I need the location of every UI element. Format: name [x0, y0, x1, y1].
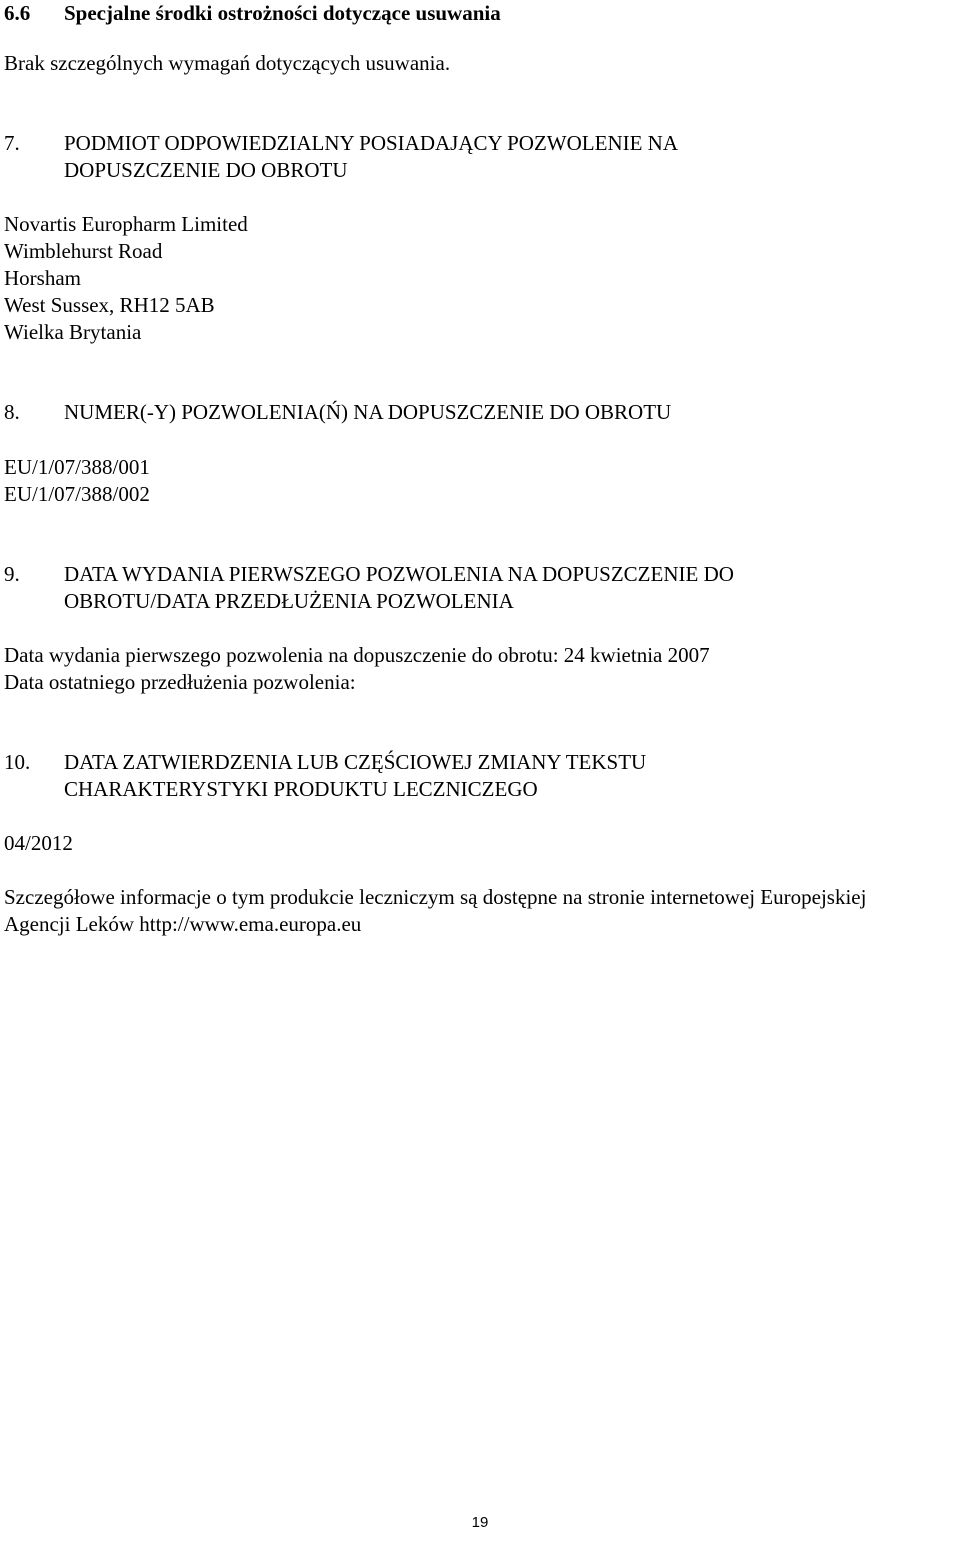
- last-renewal-date: Data ostatniego przedłużenia pozwolenia:: [4, 670, 356, 694]
- address-line: Novartis Europharm Limited: [4, 212, 248, 236]
- section-7-heading-cont: DOPUSZCZENIE DO OBROTU: [64, 158, 348, 182]
- section-number: 9.: [4, 562, 20, 586]
- section-number: 10.: [4, 750, 31, 774]
- address-line: West Sussex, RH12 5AB: [4, 293, 215, 317]
- section-6-6-heading: [4, 0, 501, 27]
- section-7-heading: [4, 130, 679, 157]
- section-9-heading: [4, 561, 734, 588]
- address-line: Wielka Brytania: [4, 320, 142, 344]
- section-title: NUMER(-Y) POZWOLENIA(Ń) NA DOPUSZCZENIE DO OBROTU: [64, 400, 672, 424]
- section-number: 7.: [4, 131, 20, 155]
- section-9-heading-cont: OBROTU/DATA PRZEDŁUŻENIA POZWOLENIA: [64, 589, 514, 613]
- section-10-heading-cont: CHARAKTERYSTYKI PRODUKTU LECZNICZEGO: [64, 777, 538, 801]
- first-authorisation-date: Data wydania pierwszego pozwolenia na dopuszczenie do obrotu: 24 kwietnia 2007: [4, 643, 710, 667]
- authorisation-number: EU/1/07/388/002: [4, 482, 150, 506]
- address-line: Wimblehurst Road: [4, 239, 163, 263]
- section-number: 6.6: [4, 1, 31, 25]
- authorisation-number: EU/1/07/388/001: [4, 455, 150, 479]
- section-title: DATA ZATWIERDZENIA LUB CZĘŚCIOWEJ ZMIANY TEKSTU: [64, 750, 647, 774]
- page-number: 19: [471, 1514, 489, 1531]
- ema-info-line: Szczegółowe informacje o tym produkcie leczniczym są dostępne na stronie internetowej Europejskiej: [4, 885, 867, 909]
- address-line: Horsham: [4, 266, 81, 290]
- ema-info-line: Agencji Leków http://www.ema.europa.eu: [4, 912, 362, 936]
- section-title: PODMIOT ODPOWIEDZIALNY POSIADAJĄCY POZWOLENIE NA: [64, 131, 679, 155]
- section-title: DATA WYDANIA PIERWSZEGO POZWOLENIA NA DOPUSZCZENIE DO: [64, 562, 734, 586]
- section-10-heading: [4, 749, 647, 776]
- section-number: 8.: [4, 400, 20, 424]
- section-title: Specjalne środki ostrożności dotyczące usuwania: [64, 1, 501, 25]
- revision-date: 04/2012: [4, 831, 73, 855]
- section-8-heading: [4, 399, 672, 426]
- section-6-6-body: Brak szczególnych wymagań dotyczących usuwania.: [4, 51, 451, 75]
